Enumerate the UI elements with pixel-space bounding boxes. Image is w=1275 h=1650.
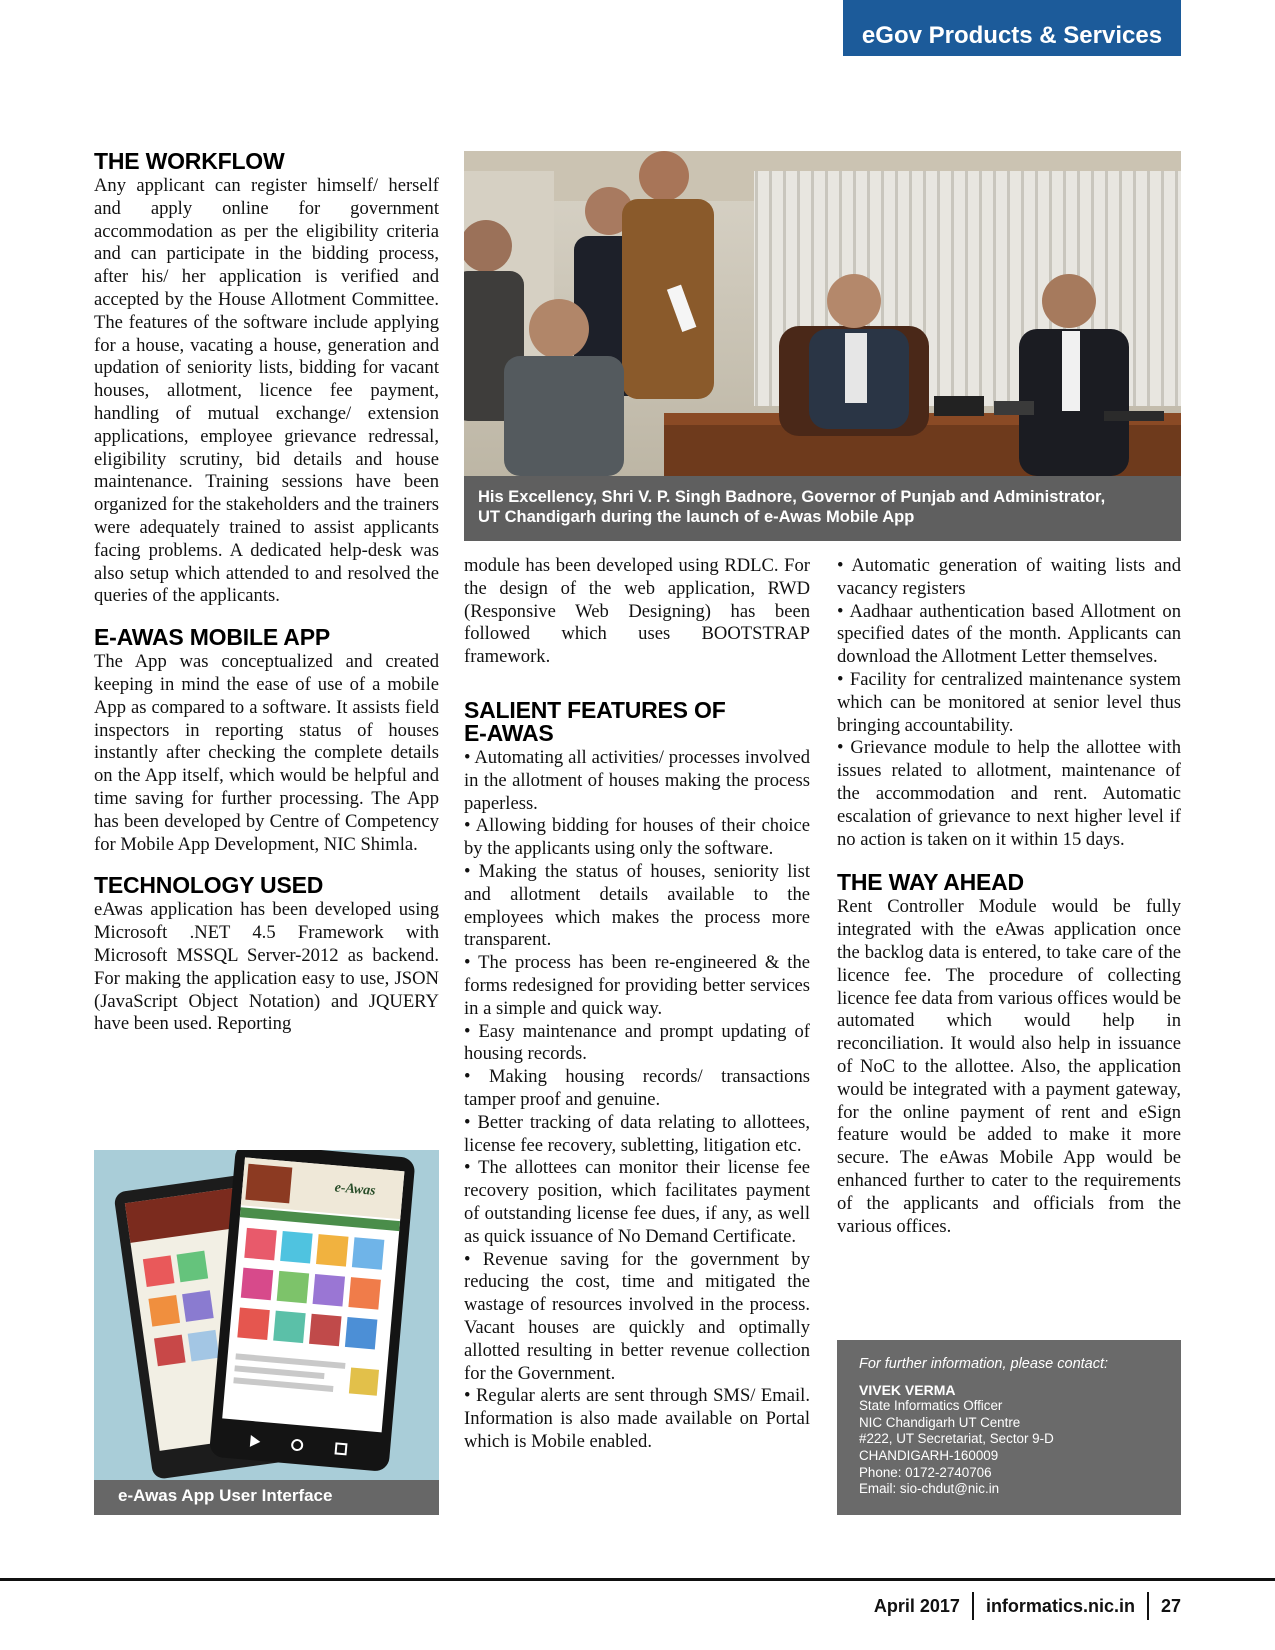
footer-site: informatics.nic.in [985, 1595, 1135, 1616]
feature-item: • Better tracking of data relating to allottees, license fee recovery, subletting, litigation etc. [464, 1111, 810, 1156]
photo-caption [464, 476, 1181, 541]
contact-line: State Informatics Officer [859, 1398, 1003, 1414]
column-right [837, 555, 1181, 1238]
way-ahead-text: Rent Controller Module would be fully integrated with the eAwas application once the backlog data is entered, to take care of the licence fee. The procedure of collecting licence fee data from various offices would be automated which would help in reconciliation. It would also help in issuance of NoC to the allottee. Also, the application would be integrated with a payment gateway, for the online payment of rent and eSign feature would be added to make it more secure. The eAwas Mobile App would be enhanced further to cater to the requirements of the applicants and officials from the various offices. [837, 896, 1182, 1237]
technology-heading: TECHNOLOGY USED [94, 872, 324, 899]
features-heading-line-1: SALIENT FEATURES OF [464, 696, 726, 723]
workflow-text: Any applicant can register himself/ herself and apply online for government accommodation as per the eligibility criteria and can participate in the bidding process, after his/ her application is verified and accepted by the House Allotment Committee. The features of the software include applying for a house, vacating a house, generation and updation of seniority lists, bidding for vacant houses, allotment, licence fee payment, handling of mutual exchange/ extension applications, employee grievance redressal, eligibility scrutiny, bid details and house maintenance. Training sessions have been organized for the stakeholders and the trainers were adequately trained to assist applicants facing problems. A dedicated help-desk was also setup which attended to and resolved the queries of the applicants. [94, 175, 439, 607]
contact-intro: For further information, please contact: [859, 1356, 1109, 1372]
feature-item: • The allottees can monitor their license fee recovery position, which facilitates payment of outstanding license fee dues, if any, as well as quick issuance of No Demand Certificate. [464, 1157, 810, 1247]
feature-item: • Regular alerts are sent through SMS/ Email. Information is also made available on Portal which is Mobile enabled. [464, 1385, 810, 1452]
way-ahead-heading: THE WAY AHEAD [837, 869, 1024, 896]
contact-phone: Phone: 0172-2740706 [859, 1464, 992, 1480]
contact-name: VIVEK VERMA [859, 1381, 956, 1398]
feature-item: • Allowing bidding for houses of their choice by the applicants using only the software. [464, 815, 810, 860]
section-tab: eGov Products & Services [843, 0, 1181, 56]
contact-line: CHANDIGARH-160009 [859, 1447, 999, 1463]
column-left [94, 150, 439, 1036]
contact-box [837, 1340, 1181, 1515]
feature-item: • Automatic generation of waiting lists and vacancy registers [837, 555, 1181, 599]
technology-text-b: module has been developed using RDLC. For the design of the web application, RWD (Responsive Web Designing) has been followed which uses BOOTSTRAP framework. [464, 555, 810, 668]
footer-rule [0, 1578, 1275, 1581]
photo-caption-line-1: His Excellency, Shri V. P. Singh Badnore, Governor of Punjab and Administrator, [478, 488, 1106, 506]
column-middle [464, 555, 810, 1454]
contact-line: NIC Chandigarh UT Centre [859, 1414, 1021, 1430]
feature-item: • Revenue saving for the government by reducing the cost, time and mitigated the wastage of resources involved in the process. Vacant houses are quickly and optimally allotted resulting in better revenue collection for the Government. [464, 1248, 810, 1384]
mobile-app-heading: E-AWAS MOBILE APP [94, 624, 330, 651]
footer-date: April 2017 [873, 1595, 960, 1616]
technology-text-a: eAwas application has been developed using Microsoft .NET 4.5 Framework with Microsoft MSSQL Server-2012 as backend. For making the application easy to use, JSON (JavaScript Object Notation) and JQUERY have been used. Reporting [94, 899, 439, 1035]
feature-item: • Easy maintenance and prompt updating of housing records. [464, 1020, 810, 1065]
feature-item: • Facility for centralized maintenance system which can be monitored at senior level thus bringing accountability. [837, 668, 1181, 736]
workflow-heading: THE WORKFLOW [94, 148, 285, 174]
photo-caption-line-2: UT Chandigarh during the launch of e-Awas Mobile App [478, 508, 915, 526]
feature-item: • Making housing records/ transactions tamper proof and genuine. [464, 1066, 810, 1110]
feature-item: • Making the status of houses, seniority list and allotment details available to the employees which makes the process more transparent. [464, 860, 810, 951]
contact-line: #222, UT Secretariat, Sector 9-D [859, 1431, 1054, 1447]
app-interface-figure [94, 1150, 439, 1480]
contact-email: Email: sio-chdut@nic.in [859, 1481, 1000, 1497]
feature-item: • Aadhaar authentication based Allotment on specified dates of the month. Applicants can download the Allotment Letter themselves. [837, 600, 1181, 668]
feature-item: • Automating all activities/ processes involved in the allotment of houses making the process paperless. [464, 746, 810, 814]
footer-separator [972, 1592, 974, 1620]
feature-item: • The process has been re-engineered & the forms redesigned for providing better services in a simple and quick way. [464, 952, 810, 1019]
footer-separator [1147, 1592, 1149, 1620]
features-heading [464, 696, 810, 746]
footer [874, 1590, 1181, 1622]
app-logo-text: e-Awas [334, 1180, 377, 1199]
features-heading-line-2: E-AWAS [464, 719, 554, 746]
mobile-app-text: The App was conceptualized and created keeping in mind the ease of use of a mobile App as compared to a software. It assists field inspectors in reporting status of houses instantly after checking the complete details on the App itself, which would be helpful and time saving for further processing. The App has been developed by Centre of Competency for Mobile App Development, NIC Shimla. [94, 651, 439, 855]
app-figure-caption: e-Awas App User Interface [94, 1480, 439, 1515]
page-number: 27 [1160, 1595, 1181, 1616]
launch-photo [464, 151, 1181, 476]
feature-item: • Grievance module to help the allottee with issues related to allotment, maintenance of the accommodation and rent. Automatic escalation of grievance to next higher level if no action is taken on it within 15 days. [837, 737, 1181, 850]
